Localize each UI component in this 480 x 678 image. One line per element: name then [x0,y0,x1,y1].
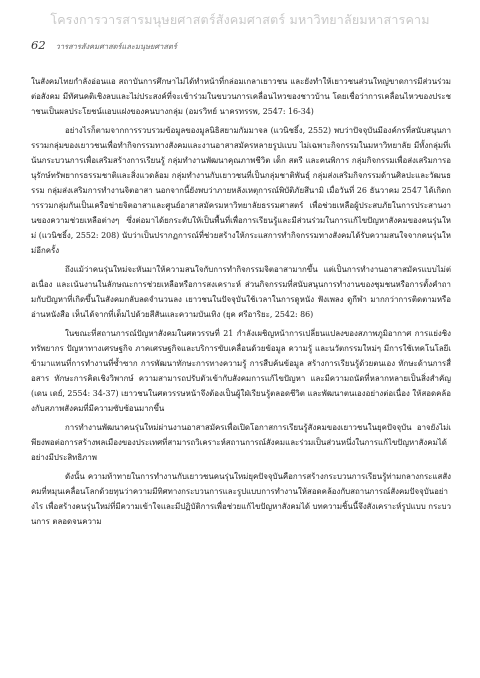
paragraph-3: ถึงแม้ว่าคนรุ่นใหม่จะหันมาให้ความสนใจกับการทำกิจกรรมจิตอาสามากขึ้น แต่เป็นการทำงานอาสาสมัครแบบไม่ต่อเนื่อง และเน้นงานในลักษณะการช่วยเหลือหรือการสงเคราะห์ ส่วนกิจกรรมที่สนับสนุนการทำงานของชุมชนหรือการตั้งคำถามกับปัญหาที่เกิดขึ้นในสังคมกลับลดจำนวนลง เยาวชนในปัจจุบันใช้เวลาในการดูหนัง ฟังเพลง ดูกีฬา มากกว่าการติดตามหรืออ่านหนังสือ เห็นได้จากที่เต็มไปด้วยสีสันและความบันเทิง (ยุค ศรีอาริยะ, 2542: 86) [31,265,451,319]
running-title-watermark: โครงการวารสารมนุษยศาสตร์สังคมศาสตร์ มหาวิทยาลัยมหาสารคาม [50,12,430,27]
journal-name: วารสารสังคมศาสตร์และมนุษยศาสตร์ [55,42,177,51]
paragraph-6: ดังนั้น ความท้าทายในการทำงานกับเยาวชนคนรุ่นใหม่ยุคปัจจุบันคือการสร้างกระบวนการเรียนรู้ท่ามกลางกระแสสังคมที่หมุนเคลื่อนโลกด้วยทุนว่าความมีทิศทางกระบวนการและรูปแบบการทำงานให้สอดคล้องกับสถานการณ์สังคมปัจจุบันอย่างไร เพื่อสร้างคนรุ่นใหม่ที่มีความเข้าใจและมีปฏิบัติการเพื่อช่วยแก้ไขปัญหาสังคมได้ บทความชิ้นนี้จึงสังเคราะห์รูปแบบ กระบวนการ ตลอดจนความ [31,472,451,526]
page-header [31,38,440,54]
paragraph-2: อย่างไรก็ตามจากการรวบรวมข้อมูลของมูลนิธิสยามกัมมาจล (แวนิชธิ์ง, 2552) พบว่าปัจจุบันมีองค์กรที่สนับสนุนการรวมกลุ่มของเยาวชนเพื่อทำกิจกรรมทางสังคมและงานอาสาสมัครหลายรูปแบบ ไม่เฉพาะกิจกรรมในมหาวิทยาลัย มีทั้งกลุ่มที่เน้นกระบวนการเพื่อเสริมสร้างการเรียนรู้ กลุ่มทำงานพัฒนาคุณภาพชีวิต เด็ก สตรี และคนพิการ กลุ่มกิจกรรมเพื่อส่งเสริมการอนุรักษ์ทรัพยากรธรรมชาติและสิ่งแวดล้อม กลุ่มทำงานกับเยาวชนที่เป็นกลุ่มชาติพันธุ์ กลุ่มส่งเสริมกิจกรรมด้านศิลปะและวัฒนธรรม กลุ่มส่งเสริมการทำงานจิตอาสา นอกจากนี้ยังพบว่าภายหลังเหตุการณ์พิบัติภัยสึนามิ เมื่อวันที่ 26 ธันวาคม 2547 ได้เกิดการรวมกลุ่มกันเป็นเครือข่ายจิตอาสาและศูนย์อาสาสมัครมหาวิทยาลัยธรรมศาสตร์ เพื่อช่วยเหลือผู้ประสบภัยในการประสานงานของความช่วยเหลือต่างๆ ซึ่งต่อมาได้ยกระดับให้เป็นพื้นที่เพื่อการเรียนรู้และมีส่วนร่วมในการแก้ไขปัญหาสังคมของคนรุ่นใหม่ (แวนิชธิ์ง, 2552: 208) นับว่าเป็นปรากฏการณ์ที่ช่วยสร้างให้กระแสการทำกิจกรรมทางสังคมได้รับความสนใจจากคนรุ่นใหม่อีกครั้ง [31,126,451,255]
paragraph-1: ในสังคมไทยกำลังอ่อนแอ สถาบันการศึกษาไม่ได้ทำหน้าที่กล่อมเกลาเยาวชน และยังทำให้เยาวชนส่วนใหญ่ขาดการมีส่วนร่วมต่อสังคม มีทัศนคติเชิงลบและไม่ประสงค์ที่จะเข้าร่วมในขบวนการเคลื่อนไหวของชาวบ้าน โดยเชื่อว่าการเคลื่อนไหวของประชาชนเป็นผลประโยชน์แอบแฝงของคนบางกลุ่ม (อมรวิทย์ นาครทรรพ, 2547: 16-34) [31,77,451,116]
article-body [31,74,451,533]
paragraph-5: การทำงานพัฒนาคนรุ่นใหม่ผ่านงานอาสาสมัครเพื่อเปิดโอกาสการเรียนรู้สังคมของเยาวชนในยุคปัจจุบัน อาจยังไม่เพียงพอต่อการสร้างพลเมืองของประเทศที่สามารถวิเคราะห์สถานการณ์สังคมและร่วมเป็นส่วนหนึ่งในการแก้ไขปัญหาสังคมได้อย่างมีประสิทธิภาพ [31,423,451,462]
paragraph-4: ในขณะที่สถานการณ์ปัญหาสังคมในศตวรรษที่ 21 กำลังเผชิญหน้าการเปลี่ยนแปลงของสภาพภูมิอากาศ การแย่งชิงทรัพยากร ปัญหาทางเศรษฐกิจ ภาคเศรษฐกิจและบริการขับเคลื่อนด้วยข้อมูล ความรู้ และนวัตกรรมใหม่ๆ มีการใช้เทคโนโลยีเข้ามาแทนที่การทำงานที่ซ้ำซาก การพัฒนาทักษะการทางความรู้ การสืบค้นข้อมูล สร้างการเรียนรู้ด้วยตนเอง ทักษะด้านการสื่อสาร ทักษะการคิดเชิงวิพากษ์ ความสามารถปรับตัวเข้ากับสังคมการแก้ไขปัญหา และมีความถนัดที่หลากหลายเป็นสิ่งสำคัญ (เดน เดย์, 2554: 34-37) เยาวชนในศตวรรษหน้าจึงต้องเป็นผู้ใฝ่เรียนรู้ตลอดชีวิต และพัฒนาตนเองอย่างต่อเนื่อง ให้สอดคล้องกับสภาพสังคมที่มีความซับซ้อนมากขึ้น [31,329,451,413]
page-number: 62 [31,38,46,52]
